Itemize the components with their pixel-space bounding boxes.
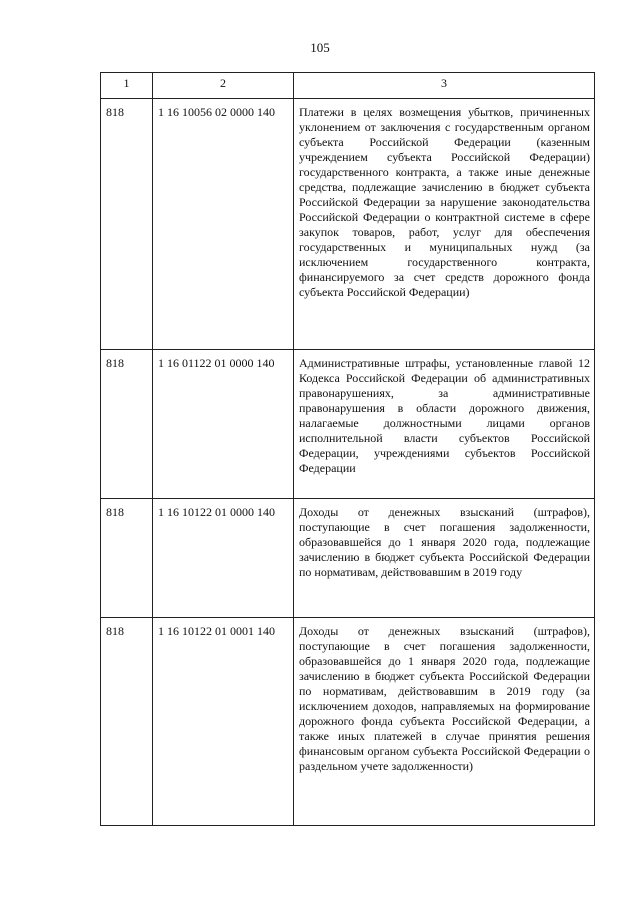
column-header-3: 3 [294,73,595,99]
page-number: 105 [310,40,330,55]
column-header-2: 2 [153,73,294,99]
admin-code-cell: 818 [101,350,153,499]
table-header-row [101,73,595,99]
column-header-1: 1 [101,73,153,99]
admin-code-cell: 818 [101,99,153,350]
description-cell: Платежи в целях возмещения убытков, причиненных уклонением от заключения с государственным органом субъекта Российской Федерации (казенным учреждением субъекта Российской Федерации) государственного контракта, а также иные денежные средства, подлежащие зачислению в бюджет субъекта Российской Федерации за нарушение законодательства Российской Федерации о контрактной системе в сфере закупок товаров, работ, услуг для обеспечения государственных и муниципальных нужд (за исключением государственного контракта, финансируемого за счет средств дорожного фонда субъекта Российской Федерации) [294,99,595,350]
table-row [101,618,595,826]
revenue-code-cell: 1 16 01122 01 0000 140 [153,350,294,499]
description-cell: Доходы от денежных взысканий (штрафов), поступающие в счет погашения задолженности, образовавшейся до 1 января 2020 года, подлежащие зачислению в бюджет субъекта Российской Федерации по нормативам, действовавшим в 2019 году [294,499,595,618]
description-cell: Доходы от денежных взысканий (штрафов), поступающие в счет погашения задолженности, образовавшейся до 1 января 2020 года, подлежащие зачислению в бюджет субъекта Российской Федерации по нормативам, действовавшим в 2019 году (за исключением доходов, направляемых на формирование дорожного фонда субъекта Российской Федерации, а также иных платежей в случае принятия решения финансовым органом субъекта Российской Федерации о раздельном учете задолженности) [294,618,595,826]
revenue-code-cell: 1 16 10056 02 0000 140 [153,99,294,350]
table-row [101,99,595,350]
admin-code-cell: 818 [101,618,153,826]
revenue-code-cell: 1 16 10122 01 0000 140 [153,499,294,618]
admin-code-cell: 818 [101,499,153,618]
revenue-codes-table [100,72,595,826]
description-cell: Административные штрафы, установленные главой 12 Кодекса Российской Федерации об административных правонарушениях, за административные правонарушения в области дорожного движения, налагаемые должностными лицами органов исполнительной власти субъектов Российской Федерации, учреждениями субъектов Российской Федерации [294,350,595,499]
table-row [101,499,595,618]
revenue-code-cell: 1 16 10122 01 0001 140 [153,618,294,826]
table-row [101,350,595,499]
